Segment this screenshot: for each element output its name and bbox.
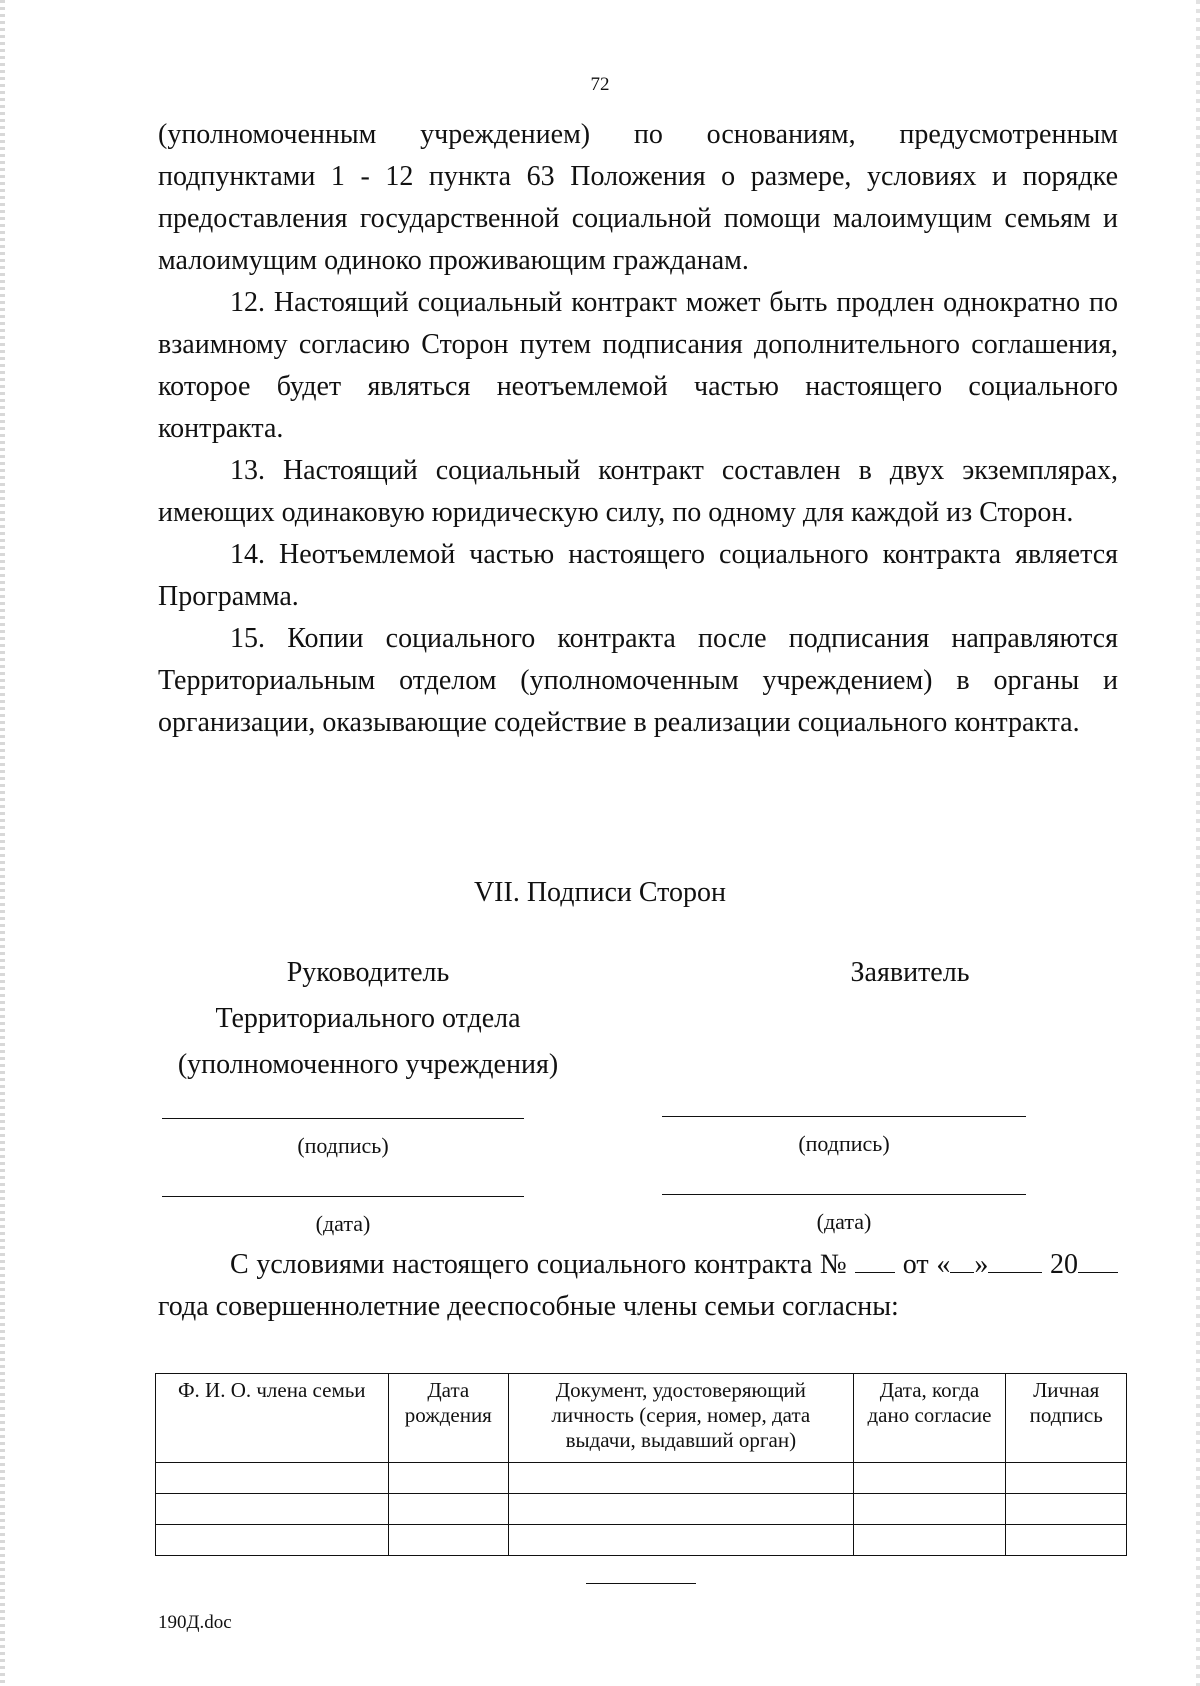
family-members-table (155, 1373, 1127, 1556)
header-id-document: Документ, удостоверяющий личность (серия, номер, дата выдачи, выдавший орган) (509, 1374, 853, 1463)
right-date-line (662, 1194, 1026, 1195)
table-cell (853, 1494, 1006, 1525)
contract-number-blank (855, 1246, 895, 1273)
body-text (158, 114, 1118, 744)
month-blank (988, 1246, 1042, 1273)
year-blank (1078, 1246, 1118, 1273)
left-signature-line (162, 1118, 524, 1119)
left-date-line (162, 1196, 524, 1197)
footer-rule (586, 1583, 696, 1584)
table-cell (156, 1525, 389, 1556)
table-cell (509, 1525, 853, 1556)
left-party-title (158, 950, 578, 1088)
consent-part5: года совершеннолетние дееспособные члены семьи согласны: (158, 1291, 899, 1322)
header-birth-date: Дата рождения (388, 1374, 509, 1463)
table-cell (509, 1463, 853, 1494)
table-cell (1006, 1525, 1127, 1556)
table-cell (509, 1494, 853, 1525)
left-signature-caption: (подпись) (297, 1133, 389, 1158)
page-number: 72 (590, 74, 610, 95)
paragraph-13: 13. Настоящий социальный контракт составлен в двух экземплярах, имеющих одинаковую юридическую силу, по одному для каждой из Сторон. (158, 455, 1118, 528)
scan-edge-right (1196, 0, 1200, 1686)
left-date-caption: (дата) (315, 1211, 371, 1236)
table-cell (156, 1463, 389, 1494)
day-blank (950, 1246, 974, 1273)
consent-paragraph (158, 1244, 1118, 1328)
left-party-line2: Территориального отдела (215, 1003, 521, 1034)
consent-part2: от « (902, 1249, 951, 1280)
header-consent-date: Дата, когда дано согласие (853, 1374, 1006, 1463)
section-title: VII. Подписи Сторон (473, 877, 727, 908)
header-full-name: Ф. И. О. члена семьи (156, 1374, 389, 1463)
table-cell (1006, 1463, 1127, 1494)
paragraph-continuation: (уполномоченным учреждением) по основаниям, предусмотренным подпунктами 1 - 12 пункта 63 Положения о размере, условиях и порядке предоставления государственной социальной помощи малоимущим семьям и малоимущим одиноко проживающим гражданам. (158, 119, 1118, 276)
table-cell (388, 1463, 509, 1494)
left-party-line1: Руководитель (286, 957, 450, 988)
paragraph-15: 15. Копии социального контракта после подписания направляются Территориальным отделом (уполномоченным учреждением) в органы и организации, оказывающие содействие в реализации социального контракта. (158, 623, 1118, 738)
consent-part1: С условиями настоящего социального контракта № (230, 1249, 848, 1280)
table-header-row (156, 1374, 1127, 1463)
table-row (156, 1525, 1127, 1556)
table-cell (853, 1525, 1006, 1556)
right-date-caption: (дата) (816, 1209, 872, 1234)
paragraph-12: 12. Настоящий социальный контракт может быть продлен однократно по взаимному согласию Сторон путем подписания дополнительного соглашения, которое будет являться неотъемлемой частью настоящего социального контракта. (158, 287, 1118, 444)
left-party-line3: (уполномоченного учреждения) (177, 1049, 559, 1080)
consent-text (158, 1244, 1118, 1328)
right-signature-caption: (подпись) (798, 1131, 890, 1156)
table-cell (853, 1463, 1006, 1494)
right-party-title: Заявитель (850, 957, 970, 988)
paragraph-14: 14. Неотъемлемой частью настоящего социального контракта является Программа. (158, 539, 1118, 612)
right-signature-line (662, 1116, 1026, 1117)
table-cell (1006, 1494, 1127, 1525)
header-signature: Личная подпись (1006, 1374, 1127, 1463)
consent-part4: 20 (1050, 1249, 1078, 1280)
scan-edge-left (0, 0, 5, 1686)
consent-part3: » (974, 1249, 989, 1280)
table-cell (388, 1525, 509, 1556)
table-cell (156, 1494, 389, 1525)
table-row (156, 1463, 1127, 1494)
table-row (156, 1494, 1127, 1525)
table-cell (388, 1494, 509, 1525)
footer-file-name: 190Д.doc (158, 1612, 232, 1633)
